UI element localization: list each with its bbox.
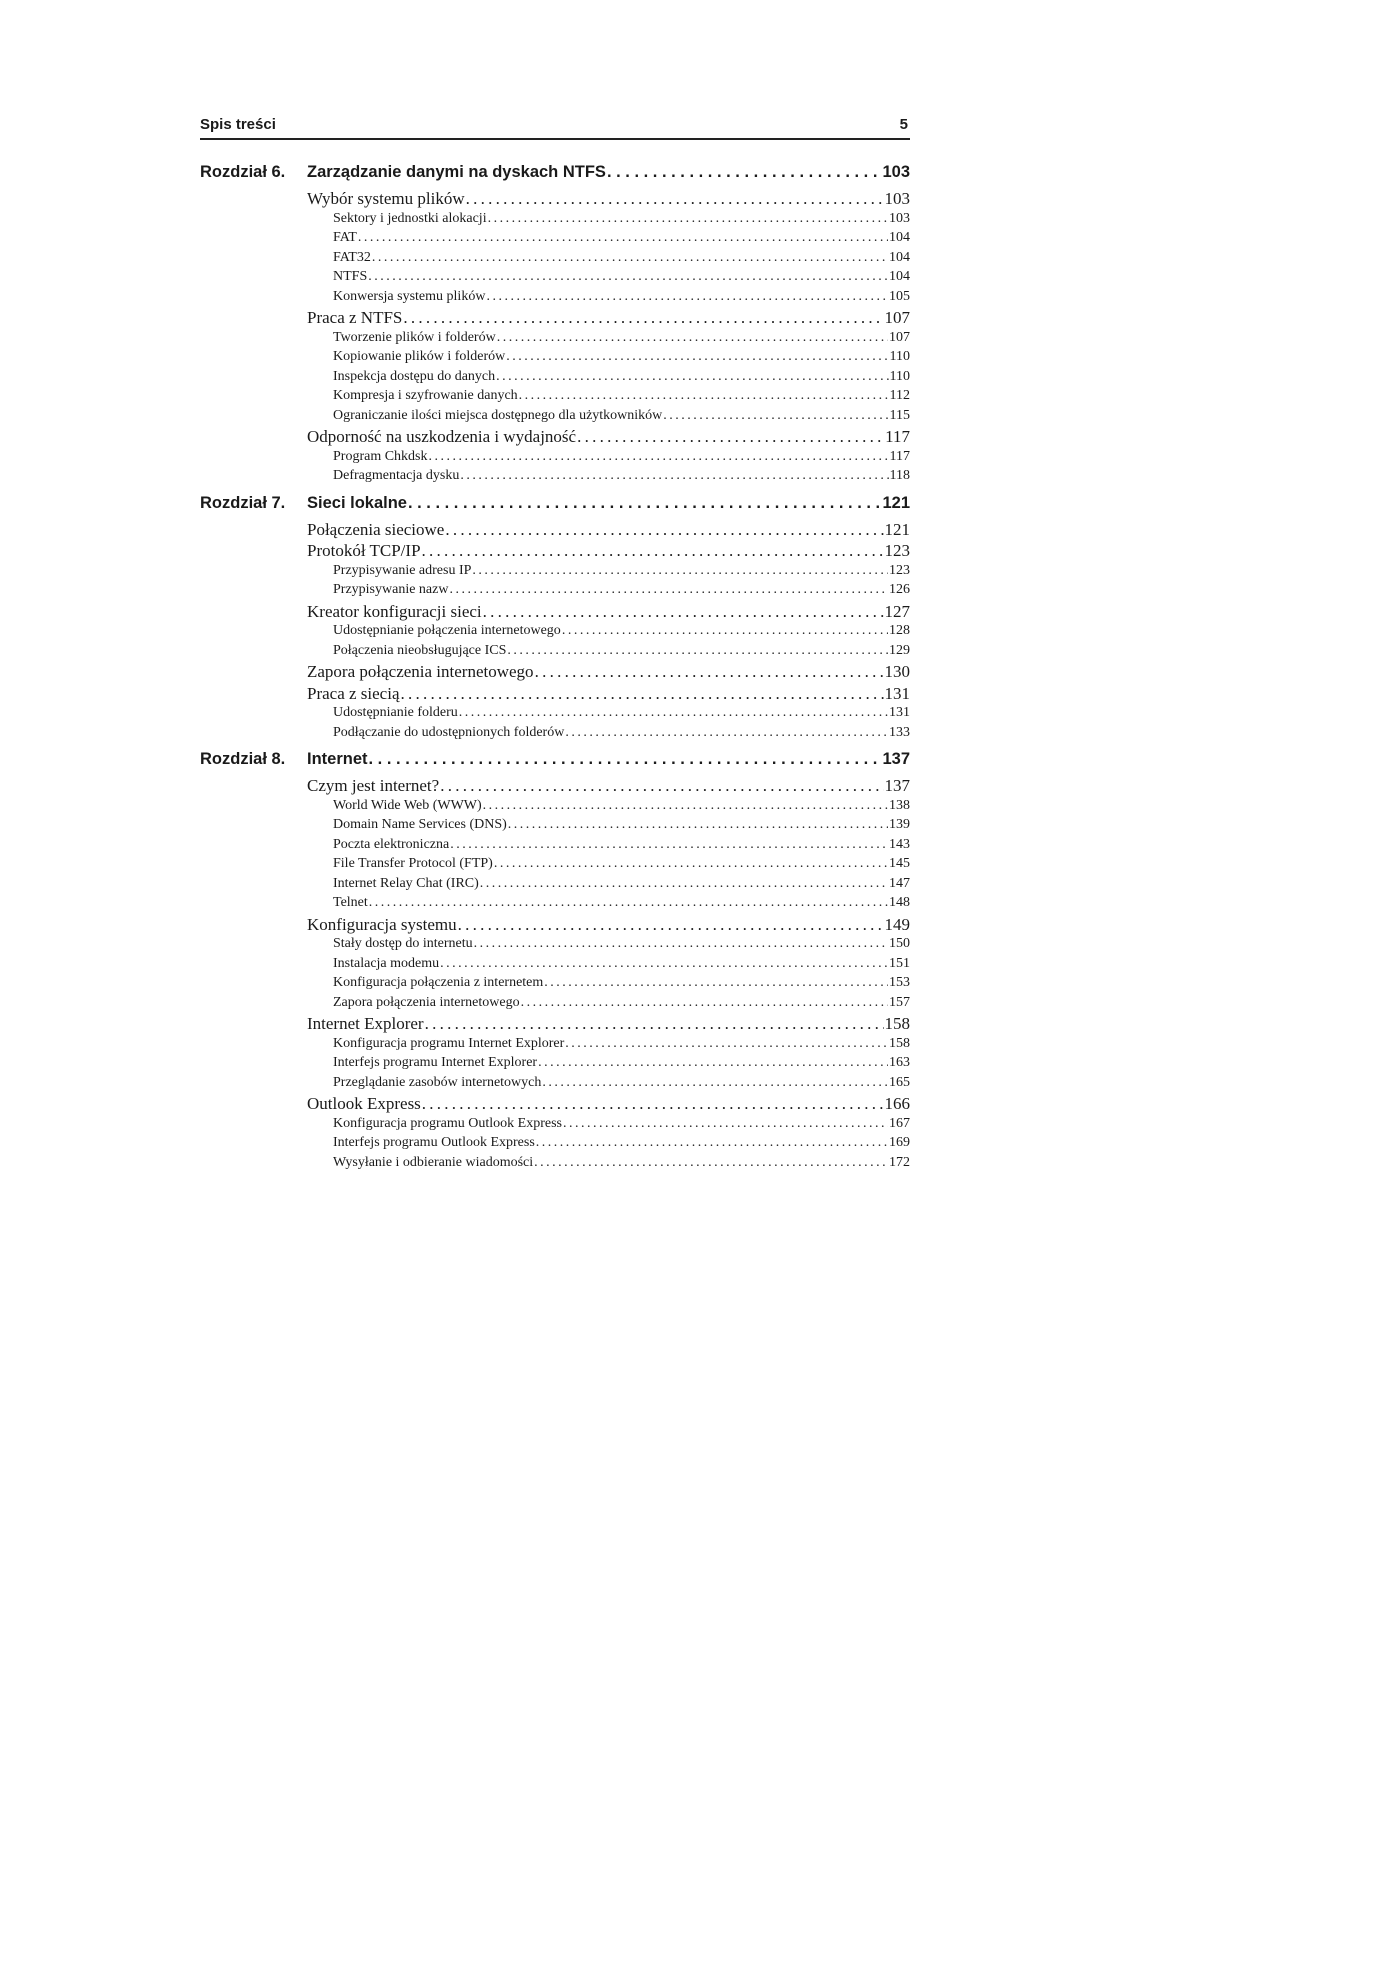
dot-leader (460, 468, 888, 484)
section-entry[interactable] (307, 915, 910, 937)
dot-leader (544, 975, 888, 991)
section-page: 149 (884, 914, 910, 934)
dot-leader (480, 876, 888, 892)
subsection-title: Zapora połączenia internetowego (333, 994, 520, 1010)
subsection-page: 110 (889, 368, 910, 384)
subsection-title: Połączenia nieobsługujące ICS (333, 642, 507, 658)
subsection-title: Podłączanie do udostępnionych folderów (333, 724, 565, 740)
dot-leader (459, 705, 888, 721)
subsection-entry[interactable] (333, 725, 910, 745)
subsection-title: Domain Name Services (DNS) (333, 817, 507, 832)
subsection-page: 104 (889, 249, 910, 265)
section-page: 123 (884, 541, 910, 560)
dot-leader (369, 895, 888, 911)
subsection-entry[interactable] (333, 643, 910, 663)
subsection-title: Interfejs programu Internet Explorer (333, 1055, 538, 1070)
subsection-entry[interactable] (333, 211, 910, 231)
chapter-number: Rozdział 8. (200, 750, 286, 768)
subsection-title: Instalacja modemu (333, 955, 440, 971)
subsection-entry[interactable] (333, 895, 910, 915)
subsection-page: 151 (889, 955, 910, 971)
section-title: Praca z NTFS (307, 308, 403, 327)
dot-leader (458, 915, 884, 935)
subsection-page: 118 (889, 468, 910, 483)
dot-leader (466, 189, 884, 209)
subsection-entry[interactable] (333, 856, 910, 876)
subsection-entry[interactable] (333, 408, 910, 428)
chapter-block (200, 494, 910, 745)
subsection-entry[interactable] (333, 995, 910, 1015)
dot-leader (422, 541, 884, 561)
dot-leader (577, 427, 884, 447)
subsection-title: Stały dostęp do internetu (333, 936, 473, 951)
subsection-entry[interactable] (333, 936, 910, 956)
subsection-page: 139 (889, 817, 910, 832)
subsection-page: 117 (889, 448, 910, 464)
dot-leader (563, 1116, 888, 1132)
subsection-title: File Transfer Protocol (FTP) (333, 856, 493, 871)
chapter-page: 137 (882, 750, 910, 768)
dot-leader (474, 936, 888, 952)
page-header (200, 114, 910, 140)
section-entry[interactable] (307, 1094, 910, 1116)
dot-leader (372, 250, 888, 266)
dot-leader (445, 520, 883, 540)
section-page: 137 (884, 776, 910, 795)
subsection-entry[interactable] (333, 1036, 910, 1056)
subsection-page: 115 (889, 407, 910, 423)
chapter-page: 103 (882, 163, 910, 181)
dot-leader (521, 995, 888, 1011)
subsection-title: Wysyłanie i odbieranie wiadomości (333, 1154, 534, 1170)
subsection-page: 163 (889, 1055, 910, 1070)
subsection-entry[interactable] (333, 230, 910, 250)
section-entry[interactable] (307, 776, 910, 798)
dot-leader (506, 349, 888, 365)
section-entry[interactable] (307, 520, 910, 542)
subsection-title: FAT (333, 230, 357, 245)
subsection-page: 138 (889, 797, 910, 813)
subsection-entry[interactable] (333, 798, 910, 818)
subsection-title: Kompresja i szyfrowanie danych (333, 388, 518, 403)
section-entry[interactable] (307, 541, 910, 563)
subsection-title: FAT32 (333, 249, 371, 265)
dot-leader (483, 798, 888, 814)
subsection-entry[interactable] (333, 1116, 910, 1136)
dot-leader (497, 330, 888, 346)
subsection-title: Przeglądanie zasobów internetowych (333, 1074, 542, 1090)
dot-leader (607, 163, 882, 182)
chapter-number: Rozdział 7. (200, 493, 286, 512)
subsection-page: 131 (889, 705, 910, 720)
subsection-entry[interactable] (333, 468, 910, 488)
dot-leader (496, 369, 888, 385)
section-title: Czym jest internet? (307, 776, 440, 795)
subsection-title: Konwersja systemu plików (333, 288, 486, 304)
subsection-entry[interactable] (333, 1075, 910, 1095)
section-title: Internet Explorer (307, 1014, 424, 1033)
dot-leader (494, 856, 888, 872)
subsection-title: NTFS (333, 269, 368, 284)
chapter-title: Sieci lokalne (307, 493, 407, 512)
section-entry[interactable] (307, 427, 910, 449)
dot-leader (403, 308, 883, 328)
section-entry[interactable] (307, 1014, 910, 1036)
chapter-entry[interactable] (200, 494, 910, 520)
subsection-page: 105 (889, 288, 910, 304)
subsection-entry[interactable] (333, 837, 910, 857)
dot-leader (536, 1135, 888, 1151)
subsection-page: 143 (889, 836, 910, 852)
section-entry[interactable] (307, 189, 910, 211)
dot-leader (440, 776, 883, 796)
dot-leader (450, 837, 888, 853)
chapter-title: Internet (307, 750, 368, 768)
subsection-title: Przypisywanie nazw (333, 582, 449, 597)
section-title: Wybór systemu plików (307, 189, 465, 208)
section-page: 127 (884, 601, 910, 621)
section-title: Outlook Express (307, 1094, 421, 1113)
subsection-page: 104 (889, 269, 910, 284)
subsection-page: 165 (889, 1074, 910, 1090)
subsection-entry[interactable] (333, 449, 910, 469)
dot-leader (369, 750, 882, 769)
subsection-title: Sektory i jednostki alokacji (333, 210, 487, 226)
subsection-entry[interactable] (333, 289, 910, 309)
table-of-contents (200, 163, 910, 1180)
subsection-page: 147 (889, 875, 910, 891)
dot-leader (401, 684, 884, 704)
subsection-page: 104 (889, 230, 910, 245)
subsection-entry[interactable] (333, 269, 910, 289)
subsection-page: 150 (889, 936, 910, 951)
subsection-entry[interactable] (333, 817, 910, 837)
subsection-page: 103 (889, 210, 910, 226)
subsection-title: Konfiguracja programu Outlook Express (333, 1115, 562, 1131)
dot-leader (535, 662, 884, 682)
subsection-page: 169 (889, 1135, 910, 1150)
section-page: 117 (885, 427, 910, 446)
section-page: 121 (884, 519, 910, 539)
dot-leader (408, 494, 882, 513)
subsection-page: 157 (889, 994, 910, 1010)
section-page: 107 (884, 308, 910, 327)
section-page: 166 (884, 1094, 910, 1113)
subsection-page: 112 (889, 388, 910, 403)
dot-leader (534, 1155, 888, 1171)
subsection-title: Udostępnianie folderu (333, 705, 458, 720)
subsection-entry[interactable] (333, 876, 910, 896)
subsection-entry[interactable] (333, 623, 910, 643)
subsection-title: Konfiguracja programu Internet Explorer (333, 1035, 565, 1051)
section-page: 103 (884, 189, 910, 208)
subsection-title: Program Chkdsk (333, 448, 428, 464)
subsection-title: Ograniczanie ilości miejsca dostępnego dla użytkowników (333, 407, 663, 423)
subsection-entry[interactable] (333, 1135, 910, 1155)
subsection-page: 158 (889, 1035, 910, 1051)
subsection-entry[interactable] (333, 388, 910, 408)
dot-leader (425, 1014, 884, 1034)
dot-leader (565, 1036, 888, 1052)
subsection-page: 172 (889, 1154, 910, 1170)
subsection-entry[interactable] (333, 975, 910, 995)
subsection-entry[interactable] (333, 582, 910, 602)
subsection-page: 133 (889, 724, 910, 740)
section-entry[interactable] (307, 684, 910, 706)
subsection-title: Udostępnianie połączenia internetowego (333, 623, 561, 638)
chapter-block (200, 163, 910, 488)
section-title: Konfiguracja systemu (307, 914, 457, 934)
subsection-entry[interactable] (333, 705, 910, 725)
subsection-title: Internet Relay Chat (IRC) (333, 875, 479, 891)
dot-leader (440, 956, 888, 972)
subsection-title: Kopiowanie plików i folderów (333, 349, 506, 364)
dot-leader (519, 388, 889, 404)
dot-leader (565, 725, 888, 741)
section-entry[interactable] (307, 662, 910, 684)
section-title: Kreator konfiguracji sieci (307, 601, 482, 621)
subsection-title: World Wide Web (WWW) (333, 797, 482, 813)
subsection-entry[interactable] (333, 563, 910, 583)
chapter-block (200, 750, 910, 1174)
dot-leader (562, 623, 888, 639)
dot-leader (358, 230, 888, 246)
section-entry[interactable] (307, 602, 910, 624)
subsection-page: 123 (889, 562, 910, 578)
dot-leader (488, 211, 888, 227)
section-title: Połączenia sieciowe (307, 519, 445, 539)
subsection-title: Przypisywanie adresu IP (333, 562, 472, 578)
subsection-entry[interactable] (333, 250, 910, 270)
subsection-entry[interactable] (333, 349, 910, 369)
dot-leader (449, 582, 888, 598)
section-title: Protokół TCP/IP (307, 541, 421, 560)
subsection-page: 129 (889, 642, 910, 658)
subsection-entry[interactable] (333, 1155, 910, 1175)
section-page: 158 (884, 1014, 910, 1033)
running-title: Spis treści (200, 116, 276, 133)
subsection-title: Tworzenie plików i folderów (333, 329, 496, 345)
section-title: Odporność na uszkodzenia i wydajność (307, 427, 577, 446)
section-title: Zapora połączenia internetowego (307, 662, 534, 681)
section-title: Praca z siecią (307, 683, 400, 703)
dot-leader (663, 408, 888, 424)
chapter-title: Zarządzanie danymi na dyskach NTFS (307, 163, 606, 181)
subsection-entry[interactable] (333, 369, 910, 389)
subsection-title: Inspekcja dostępu do danych (333, 368, 496, 384)
subsection-page: 167 (889, 1115, 910, 1131)
subsection-page: 148 (889, 895, 910, 910)
dot-leader (368, 269, 888, 285)
dot-leader (507, 643, 888, 659)
subsection-page: 128 (889, 623, 910, 638)
dot-leader (486, 289, 888, 305)
subsection-title: Defragmentacja dysku (333, 468, 460, 483)
subsection-title: Konfiguracja połączenia z internetem (333, 975, 544, 990)
page-number: 5 (899, 116, 908, 133)
dot-leader (508, 817, 888, 833)
subsection-page: 126 (889, 582, 910, 597)
subsection-title: Poczta elektroniczna (333, 836, 450, 852)
section-page: 130 (884, 662, 910, 681)
subsection-page: 145 (889, 856, 910, 871)
dot-leader (429, 449, 889, 465)
dot-leader (483, 602, 884, 622)
chapter-number: Rozdział 6. (200, 163, 286, 181)
subsection-entry[interactable] (333, 1055, 910, 1075)
dot-leader (538, 1055, 888, 1071)
section-entry[interactable] (307, 308, 910, 330)
subsection-page: 110 (889, 349, 910, 364)
subsection-page: 153 (889, 975, 910, 990)
chapter-page: 121 (882, 493, 910, 512)
section-page: 131 (884, 683, 910, 703)
dot-leader (472, 563, 888, 579)
subsection-page: 107 (889, 329, 910, 345)
subsection-title: Interfejs programu Outlook Express (333, 1135, 535, 1150)
subsection-entry[interactable] (333, 330, 910, 350)
chapter-entry[interactable] (200, 750, 910, 776)
subsection-title: Telnet (333, 895, 368, 910)
subsection-entry[interactable] (333, 956, 910, 976)
dot-leader (542, 1075, 888, 1091)
dot-leader (422, 1094, 884, 1114)
chapter-entry[interactable] (200, 163, 910, 189)
